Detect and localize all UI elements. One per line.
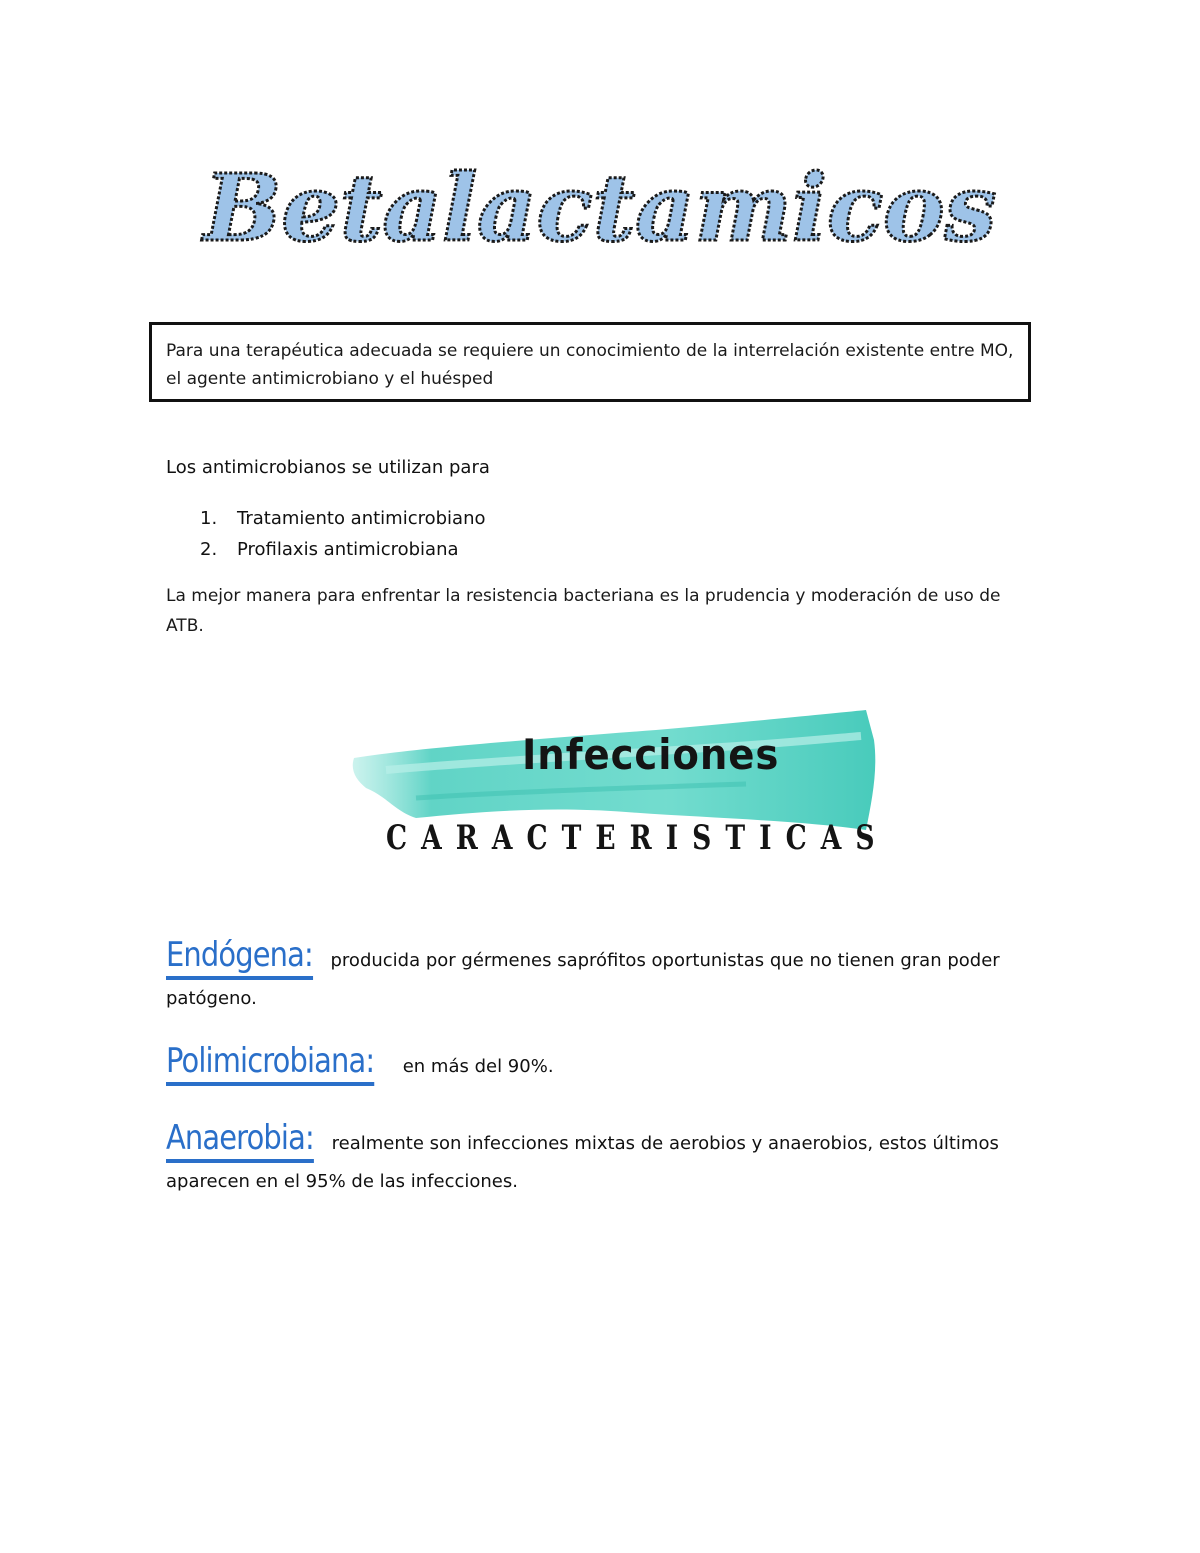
list-label: Tratamiento antimicrobiano: [237, 508, 486, 529]
term-label: Polimicrobiana:: [166, 1040, 374, 1086]
list-item: [200, 534, 486, 565]
banner-subtitle: CARACTERISTICAS: [386, 818, 889, 858]
term-label: Endógena:: [166, 934, 313, 980]
term-description: producida por gérmenes saprófitos oportunistas que no tienen gran poder patógeno.: [166, 950, 1000, 1009]
best-practice-paragraph: La mejor manera para enfrentar la resistencia bacteriana es la prudencia y moderación de uso de ATB.: [166, 586, 1001, 636]
banner-title: Infecciones: [522, 730, 780, 779]
list-label: Profilaxis antimicrobiana: [237, 539, 459, 560]
characteristic-endogena: [166, 934, 1046, 1018]
list-number: 2.: [200, 539, 218, 560]
uses-heading: Los antimicrobianos se utilizan para: [166, 457, 490, 478]
title-graphic: [203, 140, 997, 280]
term-description: en más del 90%.: [402, 1056, 554, 1077]
characteristic-anaerobia: [166, 1117, 1046, 1201]
uses-list: [200, 503, 486, 565]
term-description: realmente son infecciones mixtas de aerobios y anaerobios, estos últimos aparecen en el 95% de las infecciones.: [166, 1133, 999, 1192]
intro-text: Para una terapéutica adecuada se requiere un conocimiento de la interrelación existente entre MO, el agente antimicrobiano y el huésped: [166, 341, 1014, 389]
page-title: Betalactamicos: [203, 154, 997, 262]
section-banner: [326, 700, 889, 870]
term-label: Anaerobia:: [166, 1117, 314, 1163]
intro-box: [149, 322, 1031, 402]
characteristic-polimicrobiana: [166, 1040, 1046, 1086]
list-number: 1.: [200, 508, 218, 529]
list-item: [200, 503, 486, 534]
